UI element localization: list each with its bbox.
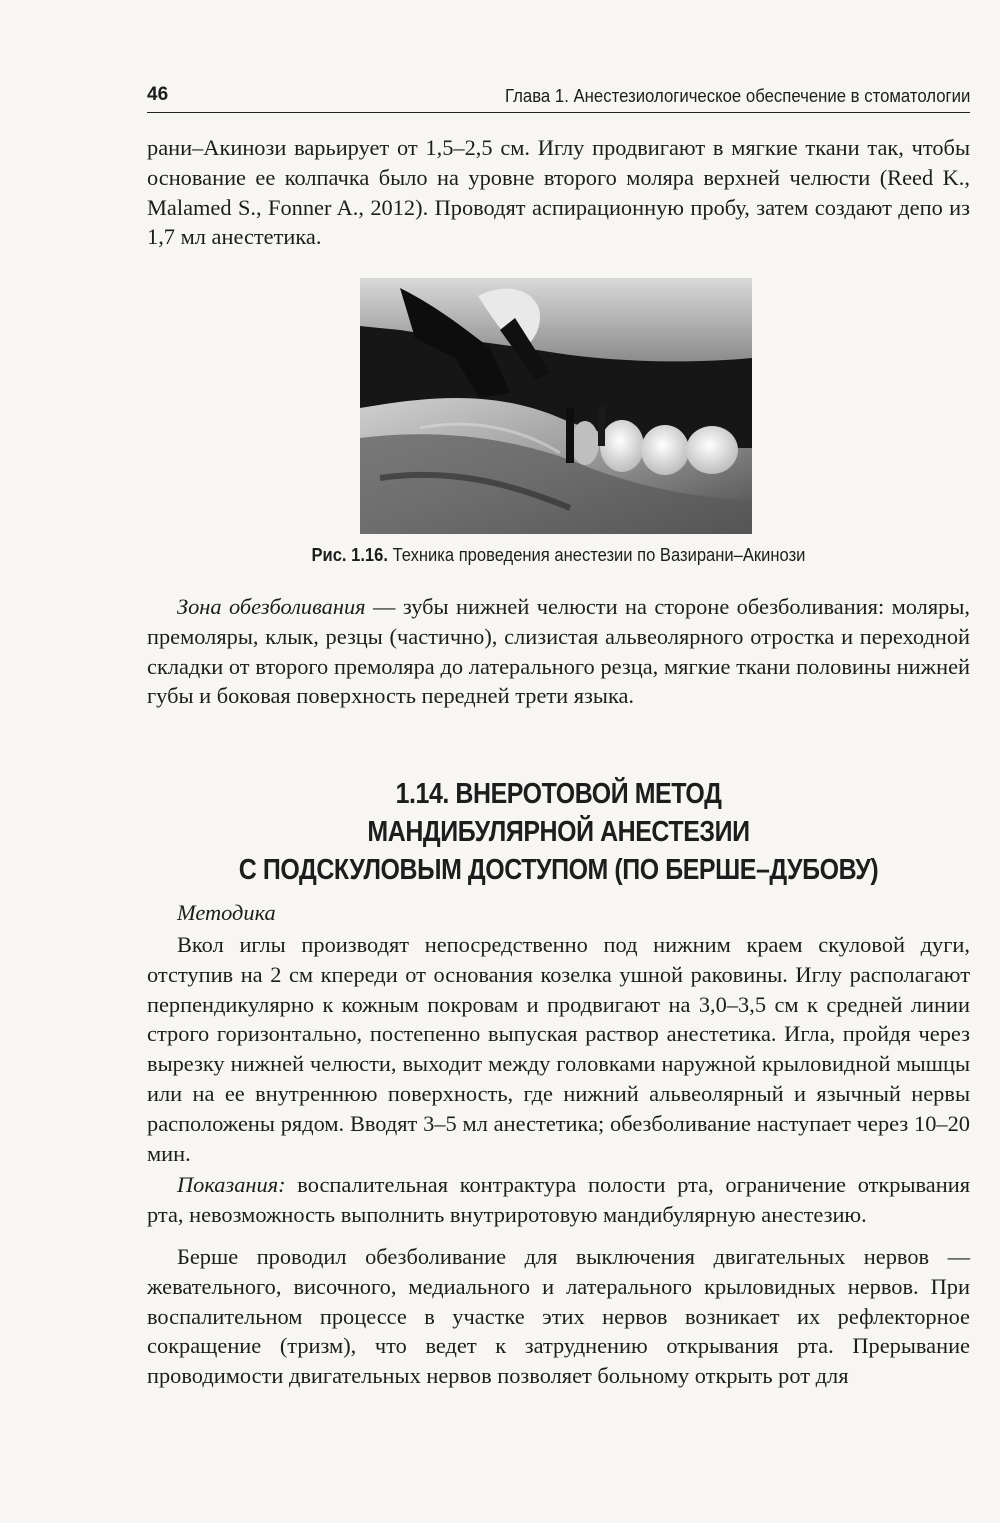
- top-paragraph-block: [147, 133, 970, 252]
- caption-text: Техника проведения анестезии по Вазирани–Акинози: [392, 545, 806, 565]
- dental-photo-illustration: [360, 278, 752, 534]
- chapter-title: Глава 1. Анестезиологическое обеспечение в стоматологии: [504, 86, 970, 106]
- running-header: [147, 82, 970, 113]
- method-block: [147, 930, 970, 1391]
- section-heading-line-1: 1.14. ВНЕРОТОВОЙ МЕТОД: [395, 778, 722, 810]
- page-number: 46: [147, 84, 169, 105]
- bershe-paragraph: Берше проводил обезболивание для выключения двигательных нервов — жевательного, височного, медиального и латерального крыловидных нервов. При воспалительном процессе в участке этих нервов возникает их рефлекторное сокращение (тризм), что ведет к затруднению открывания рта. Прерывание проводимости двигательных нервов позволяет больному открыть рот для: [147, 1243, 970, 1389]
- zone-paragraph: [147, 592, 970, 711]
- section-heading-line-2: МАНДИБУЛЯРНОЙ АНЕСТЕЗИИ: [367, 816, 750, 848]
- figure-photo: [360, 278, 752, 534]
- method-paragraph: Вкол иглы производят непосредственно под нижним краем скуловой дуги, отступив на 2 см кпереди от основания козелка ушной раковины. Иглу располагают перпендикулярно к кожным покровам и продвигают на 3,0–3,5 см к средней линии строго горизонтально, постепенно выпуская раствор анестетика. Игла, пройдя через вырезку нижней челюсти, выходит между головками наружной крыловидной мышцы или на ее внутреннюю поверхность, где нижний альвеолярный и язычный нервы расположены рядом. Вводят 3–5 мл анестетика; обезболивание наступает через 10–20 мин.: [147, 932, 970, 1166]
- section-heading: [147, 775, 970, 889]
- indications-text: воспалительная контрактура полости рта, ограничение открывания рта, невозможность выполнить внутриротовую мандибулярную анестезию.: [147, 1172, 970, 1228]
- section-heading-line-3: С ПОДСКУЛОВЫМ ДОСТУПОМ (ПО БЕРШЕ–ДУБОВУ): [238, 854, 879, 886]
- indications-paragraph: [147, 1170, 970, 1230]
- zone-paragraph-block: [147, 592, 970, 711]
- figure-caption: [147, 545, 970, 566]
- method-subheading: Методика: [177, 900, 276, 925]
- zone-lead: Зона обезболивания: [177, 594, 366, 619]
- caption-label: Рис. 1.16.: [311, 545, 388, 565]
- zone-text: — зубы нижней челюсти на стороне обезболивания: моляры, премоляры, клык, резцы (частично), слизистая альвеолярного отростка и переходной складки от второго премоляра до латерального резца, мягкие ткани половины нижней губы и боковая поверхность передней трети языка.: [147, 594, 970, 709]
- top-paragraph: рани–Акинози варьирует от 1,5–2,5 см. Иглу продвигают в мягкие ткани так, чтобы основание ее колпачка было на уровне второго моляра верхней челюсти (Reed K., Malamed S., Fonner A., 2012). Проводят аспирационную пробу, затем создают депо из 1,7 мл анестетика.: [147, 135, 970, 250]
- indications-lead: Показания:: [177, 1172, 286, 1198]
